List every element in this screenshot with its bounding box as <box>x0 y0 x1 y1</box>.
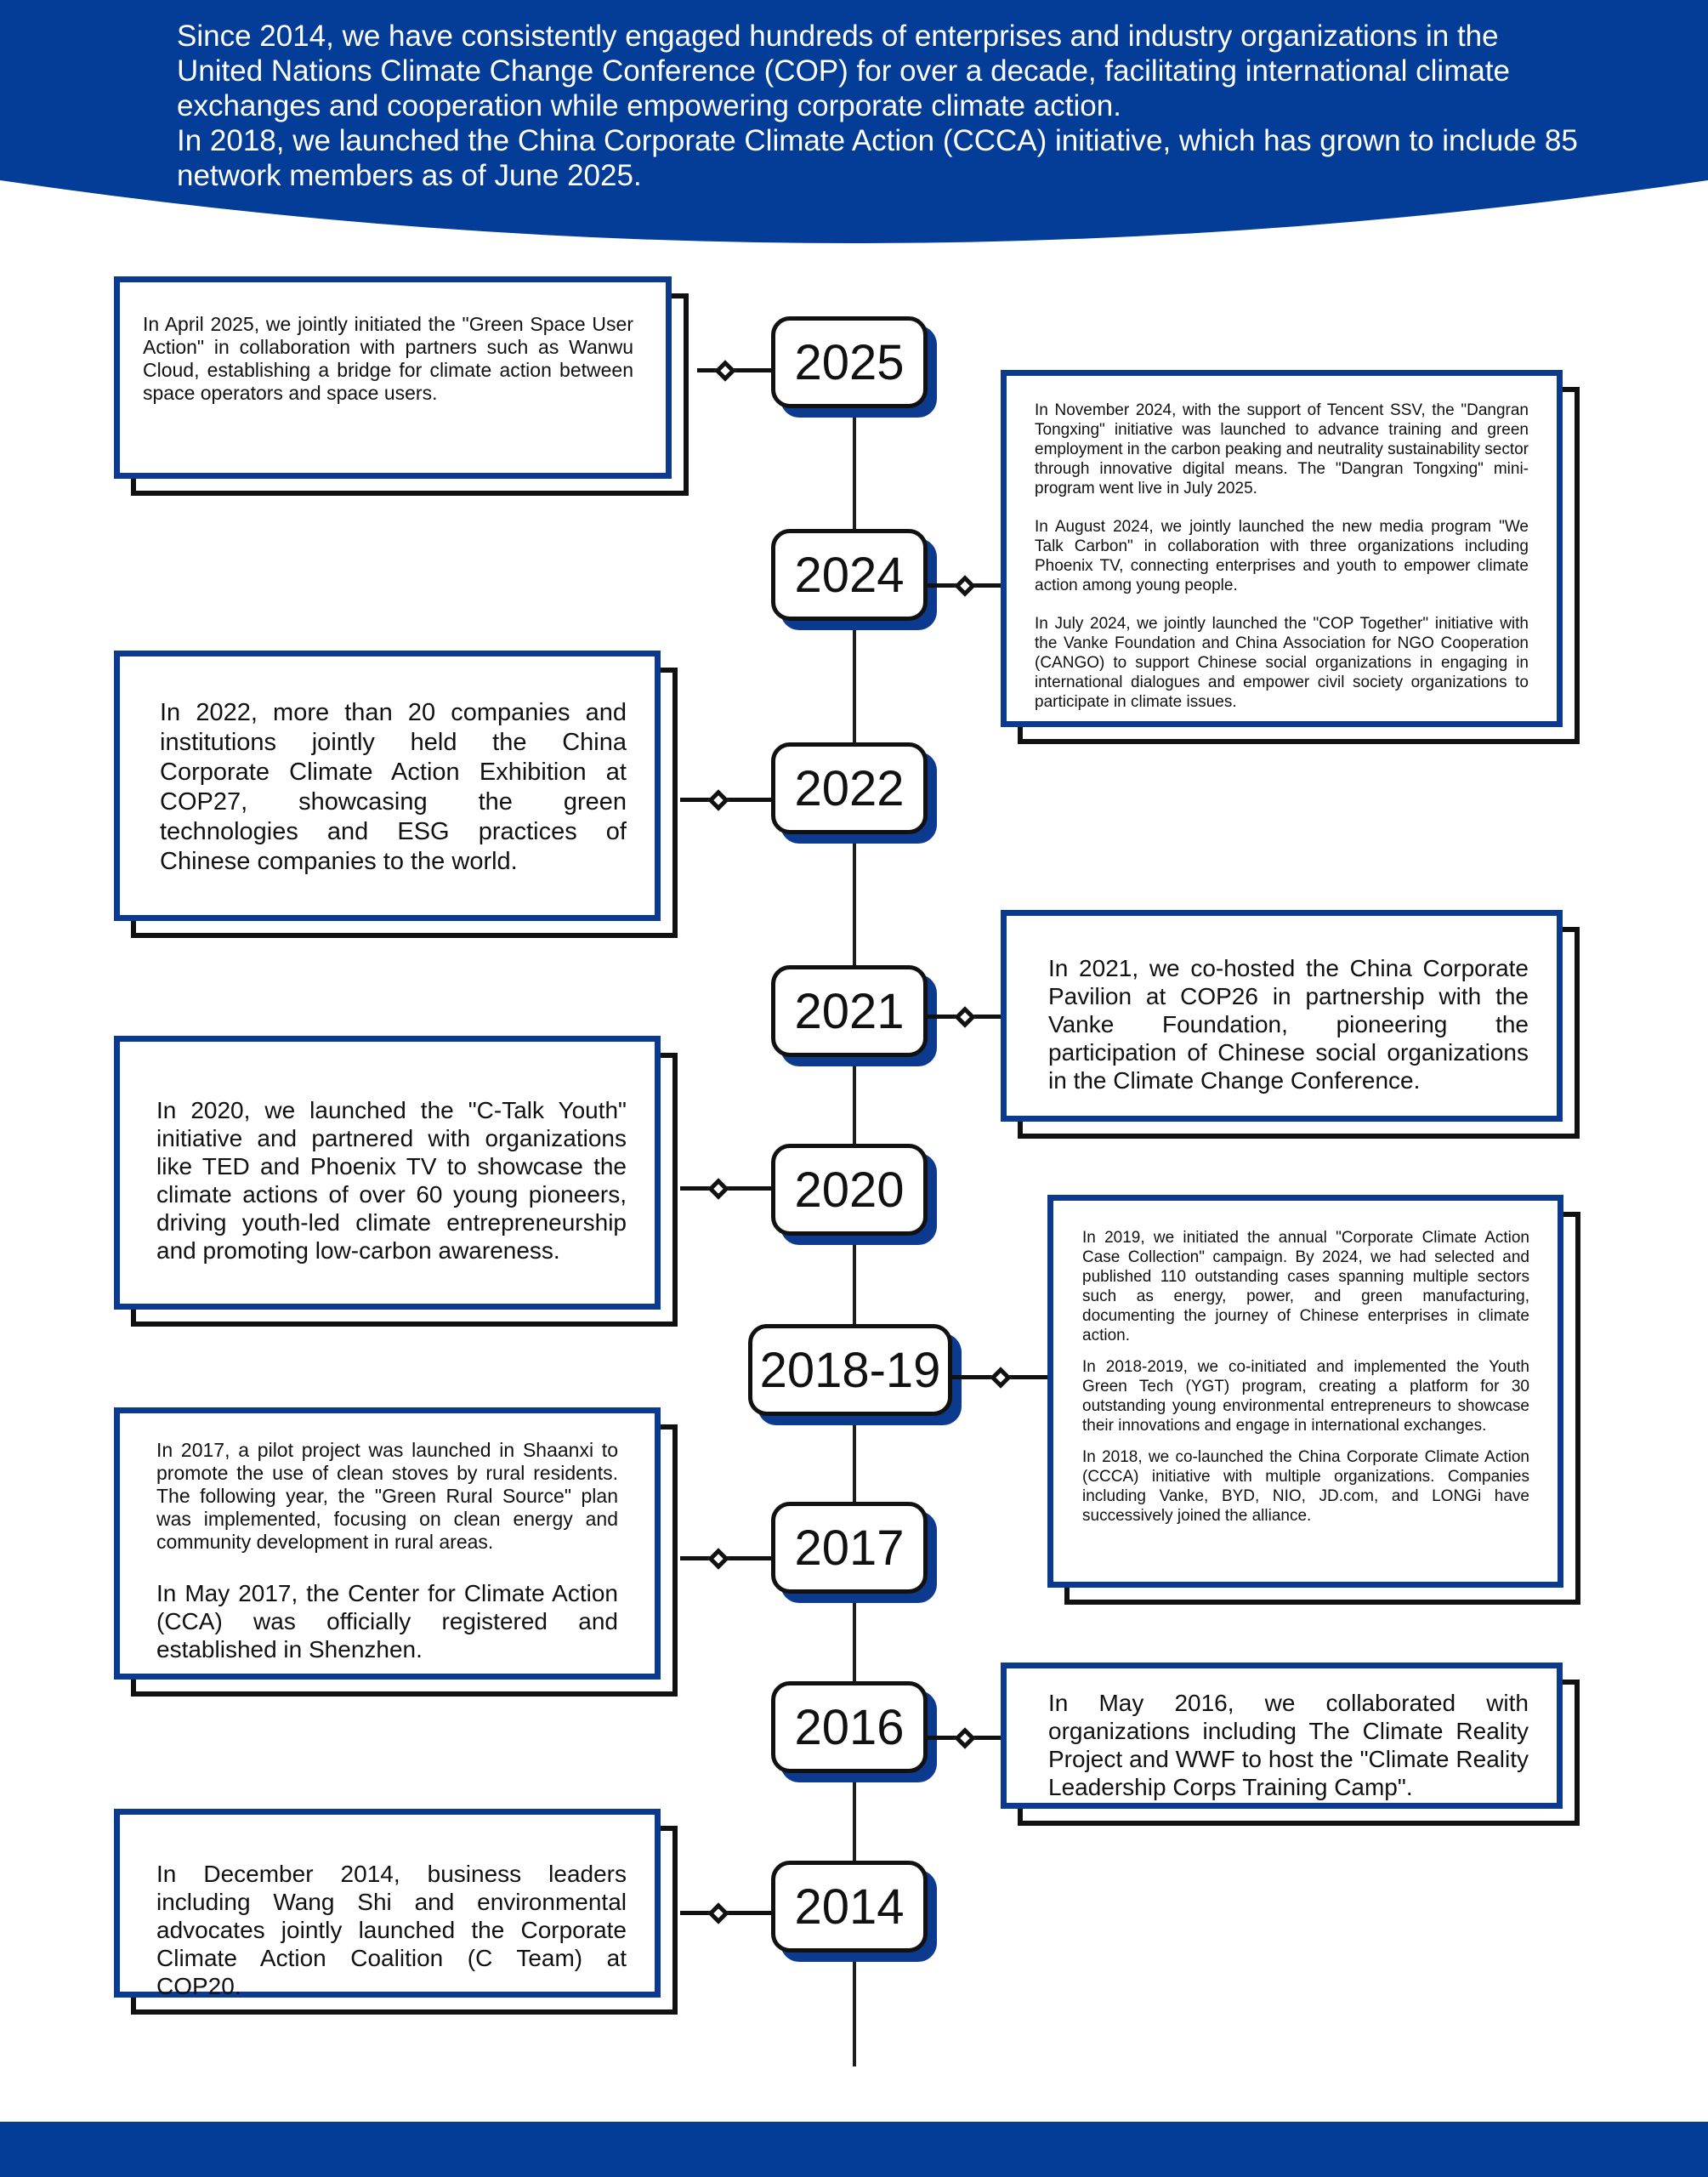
event-card-2022 <box>114 651 661 921</box>
year-badge-2020: 2020 <box>771 1144 928 1236</box>
year-badge-2022: 2022 <box>771 742 928 834</box>
footer-band <box>0 2122 1708 2177</box>
event-2024-text-2: In August 2024, we jointly launched the new media program "We Talk Carbon" in collaboration with three organizations including Phoenix TV, connecting enterprises and youth to empower climate action among young people. <box>1035 518 1529 594</box>
event-2020-text: In 2020, we launched the "C-Talk Youth" initiative and partnered with organizations like TED and Phoenix TV to showcase the climate actions of over 60 young pioneers, driving youth-led climate entrepreneurship and promoting low-carbon awareness. <box>156 1097 627 1264</box>
event-card-2020 <box>114 1036 661 1310</box>
event-card-2025 <box>114 276 672 479</box>
event-2014-text: In December 2014, business leaders including Wang Shi and environmental advocates jointly launched the Corporate Climate Action Coalition (C Team) at COP20. <box>156 1861 627 1999</box>
event-2017-text-1: In 2017, a pilot project was launched in Shaanxi to promote the use of clean stoves by rural residents. The following year, the "Green Rural Source" plan was implemented, focusing on clean energy and community development in rural areas. <box>156 1439 618 1553</box>
diamond-2024-icon <box>954 575 975 596</box>
header-intro <box>177 19 1588 193</box>
event-2024-text-1: In November 2024, with the support of Tencent SSV, the "Dangran Tongxing" initiative was launched to advance training and green employment in the carbon peaking and neutrality sustainability sector through innovative digital means. The "Dangran Tongxing" mini-program went live in July 2025. <box>1035 401 1529 497</box>
header-paragraph-2: In 2018, we launched the China Corporate Climate Action (CCCA) initiative, which has grown to include 85 network members as of June 2025. <box>177 124 1578 192</box>
event-2022-text: In 2022, more than 20 companies and institutions jointly held the China Corporate Climate Action Exhibition at COP27, showcasing the green technologies and ESG practices of Chinese companies to the world. <box>160 699 627 875</box>
event-card-2017 <box>114 1407 661 1680</box>
year-badge-2021: 2021 <box>771 965 928 1057</box>
event-card-2016 <box>1001 1663 1563 1809</box>
diamond-2021-icon <box>954 1006 975 1027</box>
diamond-2017-icon <box>707 1548 729 1569</box>
diamond-2016-icon <box>954 1727 975 1748</box>
diamond-2020-icon <box>707 1178 729 1199</box>
event-2016-text: In May 2016, we collaborated with organizations including The Climate Reality Project and WWF to host the "Climate Reality Leadership Corps Training Camp". <box>1048 1690 1529 1800</box>
event-2018-19-text-2: In 2018-2019, we co-initiated and implemented the Youth Green Tech (YGT) program, creating a platform for 30 outstanding young environmental entrepreneurs to showcase their innovations and engage in international exchanges. <box>1082 1358 1529 1435</box>
year-badge-2018-19: 2018-19 <box>748 1324 952 1416</box>
event-card-2018-19 <box>1047 1195 1563 1588</box>
event-card-2024 <box>1001 370 1563 727</box>
event-2017-text-2: In May 2017, the Center for Climate Action (CCA) was officially registered and established in Shenzhen. <box>156 1580 618 1663</box>
year-badge-2014: 2014 <box>771 1861 928 1952</box>
diamond-2018-19-icon <box>990 1367 1011 1388</box>
diamond-2022-icon <box>707 789 729 810</box>
diamond-2025-icon <box>714 360 735 381</box>
event-2018-19-text-1: In 2019, we initiated the annual "Corporate Climate Action Case Collection" campaign. By 2024, we had selected and published 110 outstanding cases spanning multiple sectors such as energy, power, and green manufacturing, documenting the journey of Chinese enterprises in climate action. <box>1082 1229 1529 1344</box>
event-2024-text-3: In July 2024, we jointly launched the "COP Together" initiative with the Vanke Foundation and China Association for NGO Cooperation (CANGO) to support Chinese social organizations in engaging in international dialogues and empower civil society organizations to participate in climate issues. <box>1035 615 1529 711</box>
event-card-2014 <box>114 1809 661 1998</box>
event-2025-text: In April 2025, we jointly initiated the "Green Space User Action" in collaboration with partners such as Wanwu Cloud, establishing a bridge for climate action between space operators and space users. <box>143 313 633 404</box>
year-badge-2016: 2016 <box>771 1681 928 1773</box>
year-badge-2024: 2024 <box>771 529 928 621</box>
year-badge-2025: 2025 <box>771 316 928 408</box>
header-paragraph-1: Since 2014, we have consistently engaged hundreds of enterprises and industry organizations in the United Nations Climate Change Conference (COP) for over a decade, facilitating international climate exchanges and cooperation while empowering corporate climate action. <box>177 20 1511 122</box>
event-card-2021 <box>1001 910 1563 1122</box>
year-badge-2017: 2017 <box>771 1502 928 1594</box>
event-2018-19-text-3: In 2018, we co-launched the China Corporate Climate Action (CCCA) initiative with multiple organizations. Companies including Vanke, BYD, NIO, JD.com, and LONGi have successively joined the alliance. <box>1082 1448 1529 1525</box>
event-2021-text: In 2021, we co-hosted the China Corporate Pavilion at COP26 in partnership with the Vanke Foundation, pioneering the participation of Chinese social organizations in the Climate Change Conference. <box>1048 955 1529 1094</box>
diamond-2014-icon <box>707 1902 729 1924</box>
